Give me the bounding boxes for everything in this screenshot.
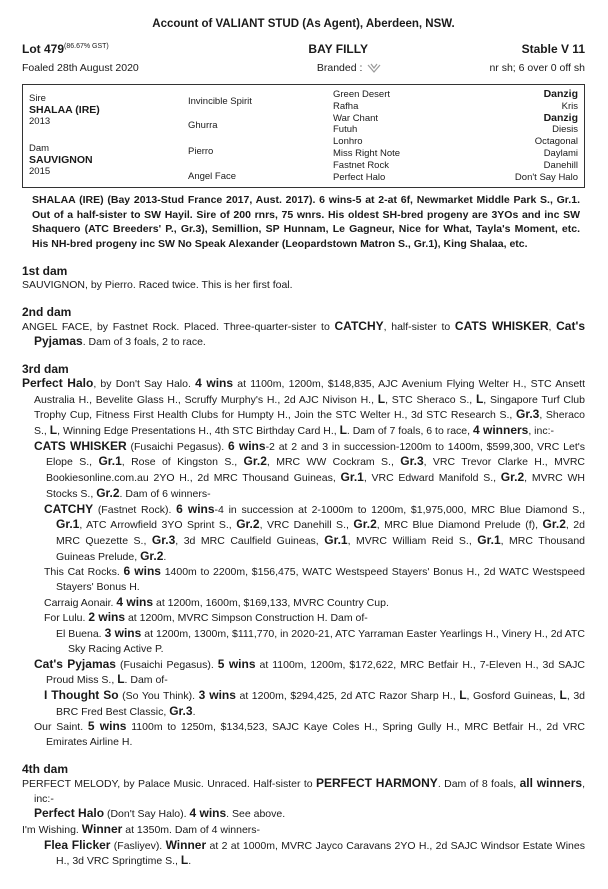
- grandsire-dam-side: Pierro: [188, 146, 214, 157]
- horse-name: I'm Wishing.: [22, 823, 82, 836]
- wins: 2 wins: [88, 610, 126, 625]
- text: . Dam of 3 foals, 2 to race.: [82, 336, 206, 349]
- horse-description: BAY FILLY: [308, 42, 368, 56]
- g3-line: [333, 89, 578, 101]
- grandsire: Invincible Spirit: [188, 96, 252, 107]
- text: . Dam of 8 foals,: [437, 777, 520, 790]
- lot-number: [22, 42, 109, 56]
- g3-right: Diesis: [552, 124, 578, 136]
- group: Gr.1: [324, 532, 348, 547]
- g3-right: Danzig: [543, 88, 578, 100]
- text: . See above.: [226, 808, 286, 821]
- g3-left: Rafha: [333, 100, 359, 112]
- horse-name: CATCHY: [44, 501, 94, 516]
- sire-label: Sire: [29, 93, 46, 104]
- g3-left: Perfect Halo: [333, 171, 386, 183]
- g3-right: Danzig: [543, 111, 578, 124]
- group: Gr.2: [96, 485, 120, 500]
- group: Gr.2: [243, 454, 267, 469]
- brand-mark-icon: [367, 63, 381, 73]
- sire-block: [29, 93, 100, 128]
- g3-left: Lonhro: [333, 136, 363, 148]
- text: , STC Sheraco S.,: [385, 393, 476, 406]
- wins: 3 wins: [198, 687, 236, 702]
- horse-name: CATS WHISKER: [34, 438, 127, 453]
- text: -2 at 2 and 3 in succession-1200m to 1400m, $599,300, VRC Let's Elope S.,: [46, 440, 585, 469]
- text: , Singapore Turf Club Trophy Cup, Fitness First Health Clubs for Humpty H., Join the STC Welter H., 3d STC Research S.,: [34, 393, 585, 422]
- text: , inc:-: [528, 425, 555, 438]
- entry-this-cat-rocks: [44, 564, 585, 594]
- text: , 2d MRC Quezette S.,: [56, 519, 585, 547]
- g3-line: [333, 148, 578, 160]
- second-dam-text: [22, 319, 585, 350]
- text: , MVRC WH Stocks S.,: [46, 472, 585, 500]
- horse-name: CATCHY: [334, 318, 384, 333]
- horse-name: Our Saint.: [34, 721, 88, 734]
- group: Gr.2: [500, 470, 525, 485]
- listed: L: [459, 687, 467, 702]
- entry-cats-whisker: [34, 439, 585, 502]
- entry-for-lulu: [44, 610, 585, 626]
- text: at 1200m, 1600m, $169,133, MVRC Country Cup.: [153, 596, 389, 609]
- listed: L: [49, 423, 58, 438]
- text: , Sheraco S.,: [34, 409, 585, 438]
- group: Gr.1: [340, 470, 364, 485]
- catalogue-page: [22, 0, 585, 869]
- winners: 4 winners: [472, 423, 529, 438]
- group: Gr.1: [477, 532, 501, 547]
- horse-name: Perfect Halo: [22, 375, 94, 390]
- stable-number: Stable V 11: [521, 42, 585, 56]
- wins: 3 wins: [104, 626, 142, 641]
- first-dam-heading: 1st dam: [22, 263, 68, 278]
- horse-name: Perfect Halo: [34, 806, 105, 821]
- branded-text: Branded :: [316, 62, 363, 74]
- entry-perfect-halo-repeat: [34, 806, 585, 822]
- wins: 4 wins: [189, 806, 227, 821]
- text: at 1200m, 1300m, $111,770, in 2020-21, ATC Yarraman Easter Yearlings H., Vinery H., 2d ATC Sky Racing Active P.: [68, 628, 586, 655]
- text: , ATC Arrowfield 3YO Sprint S.,: [79, 519, 237, 532]
- text: at 1100m, 1200m, $148,835, AJC Avenium Flying Welter H., STC Ansett Australia H., Bevelite Glass H., Scruffy Murphy's H., 2d AJC Nivison H.,: [34, 377, 585, 406]
- group: Gr.3: [169, 703, 193, 718]
- text: at 1100m, 1200m, $172,622, MRC Betfair H., 7-Eleven H., 3d SAJC Proud Miss S.,: [46, 658, 586, 687]
- entry-carraig-aonair: [44, 595, 585, 611]
- wins: 4 wins: [116, 594, 154, 609]
- text: .: [188, 855, 192, 868]
- dam-block: [29, 143, 93, 178]
- text: , VRC Trevor Clarke H., MVRC Bookiesonline.com.au 2YO H., 2d MRC Thousand Guineas,: [46, 456, 585, 485]
- foaled-row: [22, 62, 585, 74]
- brand-description: nr sh; 6 over 0 off sh: [489, 62, 585, 74]
- text: , MRC Thousand Guineas Prelude,: [56, 534, 585, 563]
- text: , VRC Edward Manifold S.,: [363, 472, 501, 485]
- text: , MRC Blue Diamond Prelude (f),: [376, 519, 543, 532]
- g3-line: [333, 136, 578, 148]
- g3-right: Octagonal: [534, 136, 578, 148]
- text: .: [192, 705, 196, 718]
- listed: L: [559, 687, 567, 702]
- horse-name: CATS WHISKER: [454, 318, 549, 333]
- text: , Winning Edge Presentations H., 4th STC Birthday Card H.,: [57, 425, 340, 438]
- text: (Fusaichi Pegasus).: [126, 440, 228, 453]
- text: at 2 at 1000m, MVRC Jayco Caravans 2YO H., 2d SAJC Windsor Estate Wines H., 3d VRC Springtime S.,: [56, 839, 585, 868]
- group: Gr.2: [353, 517, 377, 532]
- third-dam-heading: 3rd dam: [22, 361, 69, 376]
- group: Gr.2: [140, 548, 164, 563]
- g3-left: Futuh: [333, 124, 358, 136]
- text: -4 in succession at 2-1000m to 1200m, $1,975,000, MRC Blue Diamond S.,: [214, 503, 585, 516]
- g3-left: Green Desert: [333, 89, 391, 100]
- text: , Gosford Guineas,: [466, 689, 560, 702]
- text: . Dam of 7 foals, 6 to race,: [346, 425, 473, 438]
- wins: 5 wins: [87, 719, 127, 734]
- entry-our-saint: [34, 719, 585, 749]
- text: , 3d MRC Caulfield Guineas,: [175, 534, 325, 547]
- group: Gr.1: [98, 454, 122, 469]
- horse-name: Carraig Aonair.: [44, 596, 117, 609]
- entry-i-thought-so: [44, 688, 585, 719]
- text: . Dam of-: [124, 674, 168, 687]
- granddam-sire-side: Ghurra: [188, 120, 218, 131]
- text: , inc:-: [34, 777, 585, 805]
- listed: L: [377, 391, 386, 406]
- entry-el-buena: [56, 626, 585, 656]
- text: , half-sister to: [383, 320, 455, 333]
- entry-cats-pyjamas: [34, 657, 585, 688]
- g3-line: [333, 101, 578, 113]
- third-generation: [333, 89, 578, 183]
- g3-line: [333, 124, 578, 136]
- listed: L: [339, 423, 347, 438]
- horse-name: PERFECT HARMONY: [316, 775, 438, 790]
- dam-year: 2015: [29, 166, 51, 177]
- wins: Winner: [165, 837, 207, 852]
- wins: 4 wins: [195, 375, 234, 390]
- lot-label: Lot 479: [22, 42, 65, 56]
- text: at 1350m. Dam of 4 winners-: [122, 823, 261, 836]
- text: , VRC Danehill S.,: [259, 519, 354, 532]
- g3-line: [333, 160, 578, 172]
- text: at 1200m, MVRC Simpson Construction H. Dam of-: [125, 612, 368, 625]
- text: .: [163, 550, 167, 563]
- text: , 3d BRC Fred Best Classic,: [56, 689, 586, 718]
- group: Gr.3: [151, 532, 176, 547]
- g3-left: War Chant: [333, 112, 379, 124]
- text: ,: [548, 320, 557, 333]
- entry-perfect-halo: [22, 376, 585, 439]
- text: , MRC WW Cockram S.,: [266, 456, 401, 469]
- sire-summary: SHALAA (IRE) (Bay 2013-Stud France 2017, Aust. 2017). 6 wins-5 at 2-at 6f, Newmarket Middle Park S., Gr.1. Out of a half-sister to SW Hayil. Sire of 200 rnrs, 75 wnrs. His oldest SH-bred progeny are 3YOs and inc SW Shaquero (ATC Breeders' P., Gr.3), Semillion, SP Hunnam, Le Gagneur, Nice for What, Tayla's Moment, etc. His NH-bred progeny inc SW No Speak Alexander (Leopardstown Matron S., Gr.1), King Shalaa, etc.: [32, 194, 580, 251]
- dam-name: SAUVIGNON: [29, 153, 93, 166]
- g3-line: [333, 113, 578, 125]
- g3-line: [333, 172, 578, 184]
- sire-name: SHALAA (IRE): [29, 103, 100, 116]
- text: ANGEL FACE, by Fastnet Rock. Placed. Three-quarter-sister to: [22, 320, 335, 333]
- listed: L: [180, 853, 189, 868]
- horse-name: Cat's Pyjamas: [34, 656, 116, 671]
- g3-right: Danehill: [543, 159, 578, 171]
- g3-left: Fastnet Rock: [333, 159, 389, 171]
- horse-name: Cat's Pyjamas: [34, 318, 585, 349]
- branded-label: [317, 62, 381, 74]
- g3-right: Daylami: [543, 147, 578, 159]
- granddam: Angel Face: [188, 171, 237, 182]
- entry-flea-flicker: [44, 838, 585, 869]
- g3-left: Miss Right Note: [333, 147, 401, 159]
- vendor-account: Account of VALIANT STUD (As Agent), Aberdeen, NSW.: [152, 18, 455, 30]
- entry-catchy: [44, 502, 585, 565]
- horse-name: Flea Flicker: [44, 837, 111, 852]
- wins: 6 wins: [123, 564, 161, 579]
- text: , MVRC William Reid S.,: [347, 534, 478, 547]
- foaled-date: Foaled 28th August 2020: [22, 62, 139, 74]
- text: (Fasliyev).: [110, 839, 166, 852]
- first-dam-text: SAUVIGNON, by Pierro. Raced twice. This is her first foal.: [22, 278, 293, 291]
- text: (Don't Say Halo).: [104, 808, 190, 821]
- wins: Winner: [81, 821, 123, 836]
- text: , by Don't Say Halo.: [93, 377, 196, 390]
- group: Gr.1: [56, 517, 80, 532]
- second-dam-heading: 2nd dam: [22, 304, 72, 319]
- winners: all winners: [519, 775, 583, 790]
- sire-year: 2013: [29, 116, 51, 127]
- horse-name: For Lulu.: [44, 612, 89, 625]
- text: (Fusaichi Pegasus).: [115, 658, 218, 671]
- horse-name: El Buena.: [56, 628, 105, 641]
- group: Gr.2: [236, 517, 260, 532]
- fourth-dam-heading: 4th dam: [22, 761, 69, 776]
- text: (So You Think).: [118, 689, 199, 702]
- text: . Dam of 6 winners-: [119, 487, 211, 500]
- lot-header-row: [22, 42, 585, 56]
- listed: L: [117, 672, 125, 687]
- text: PERFECT MELODY, by Palace Music. Unraced. Half-sister to: [22, 777, 316, 790]
- group: Gr.3: [515, 407, 540, 422]
- gst-note: (86.67% GST): [64, 43, 109, 50]
- horse-name: This Cat Rocks.: [44, 566, 124, 579]
- group: Gr.2: [542, 517, 566, 532]
- wins: 6 wins: [176, 501, 215, 516]
- dam-label: Dam: [29, 143, 50, 154]
- text: at 1200m, $294,425, 2d ATC Razor Sharp H.,: [235, 689, 460, 702]
- entry-perfect-melody: [22, 776, 585, 806]
- text: (Fastnet Rock).: [93, 503, 177, 516]
- wins: 5 wins: [217, 656, 256, 671]
- entry-im-wishing: [22, 822, 585, 838]
- wins: 6 wins: [227, 438, 266, 453]
- listed: L: [475, 391, 484, 406]
- group: Gr.3: [400, 454, 424, 469]
- g3-right: Kris: [561, 100, 578, 112]
- text: , Rose of Kingston S.,: [121, 456, 244, 469]
- pedigree-table: [22, 84, 585, 188]
- g3-right: Don't Say Halo: [514, 171, 578, 183]
- text: 1400m to 2200m, $156,475, WATC Westspeed Stayers' Bonus H., 2d WATC Westspeed Stayers' Bonus H.: [56, 566, 585, 594]
- horse-name: I Thought So: [44, 687, 119, 702]
- text: 1100m to 1250m, $134,523, SAJC Kaye Coles H., Spring Gully H., MRC Betfair H., 2d VRC Emirates Airline H.: [46, 721, 585, 749]
